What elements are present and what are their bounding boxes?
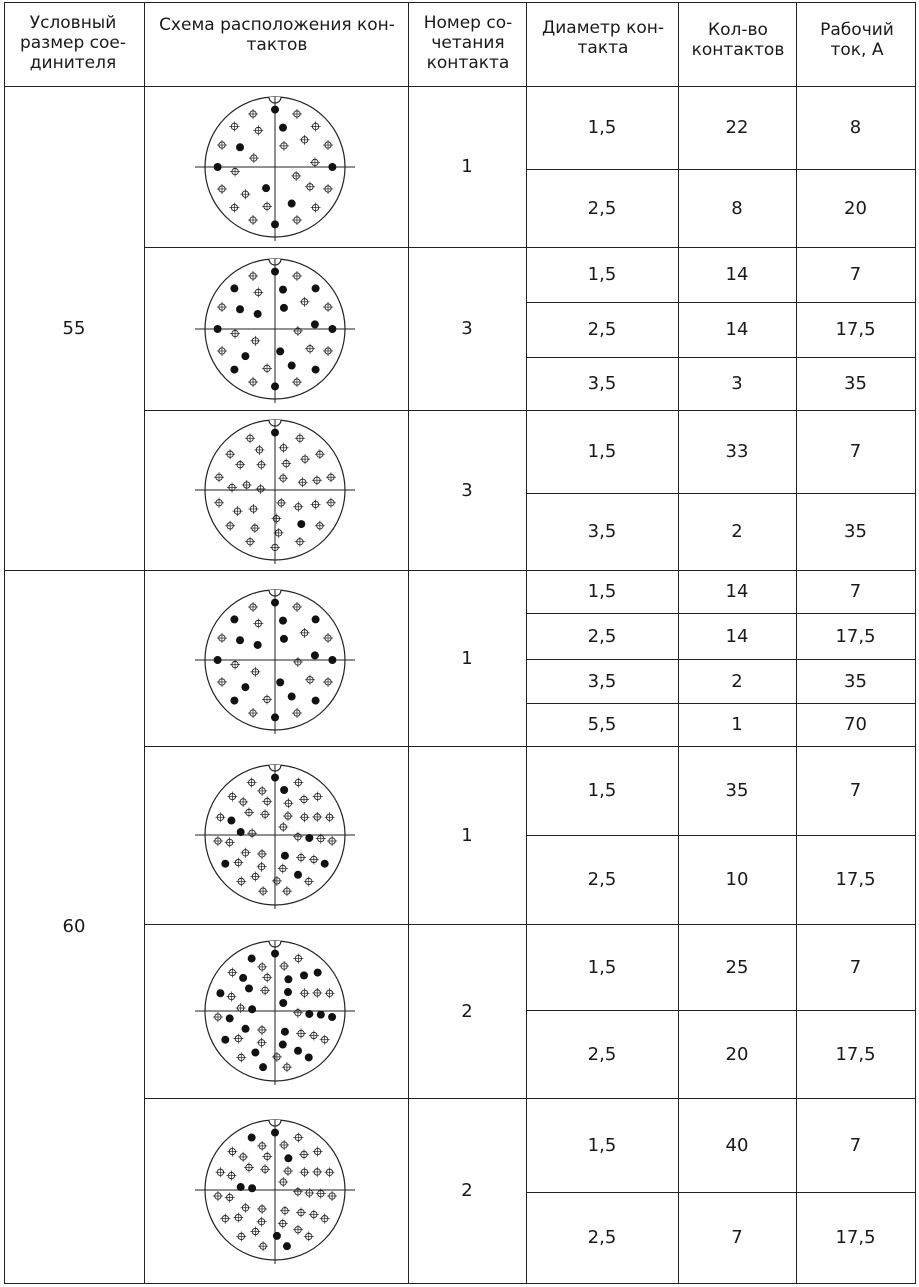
contact-large bbox=[236, 636, 244, 644]
contact-large bbox=[236, 305, 244, 313]
contact-large bbox=[294, 1047, 302, 1055]
diameter-value: 3,5 bbox=[587, 373, 617, 394]
count-value: 14 bbox=[725, 319, 749, 340]
contact-large bbox=[311, 320, 319, 328]
contact-large bbox=[248, 1134, 256, 1142]
contact-large bbox=[237, 1183, 245, 1191]
contact-large bbox=[328, 325, 336, 333]
count-value: 7 bbox=[731, 1227, 743, 1248]
contact-large bbox=[284, 1154, 292, 1162]
diameter-value: 1,5 bbox=[587, 264, 617, 285]
contact-large bbox=[273, 1232, 281, 1240]
contact-large bbox=[214, 325, 222, 333]
contact-large bbox=[321, 860, 329, 868]
contact-large bbox=[245, 984, 253, 992]
current-value: 35 bbox=[844, 670, 867, 692]
contact-large bbox=[312, 366, 320, 374]
contact-large bbox=[284, 975, 292, 983]
current-value: 7 bbox=[849, 956, 862, 978]
contact-large bbox=[230, 366, 238, 374]
count-value: 20 bbox=[725, 1043, 749, 1065]
contact-layout-diagram bbox=[185, 921, 365, 1101]
combination-value: 3 bbox=[461, 318, 473, 339]
current-value: 20 bbox=[844, 197, 867, 219]
contact-large bbox=[317, 1011, 325, 1019]
table-border-bottom bbox=[4, 1283, 916, 1284]
contact-large bbox=[241, 683, 249, 691]
diameter-value: 1,5 bbox=[587, 117, 617, 138]
contact-large bbox=[312, 615, 320, 623]
contact-large bbox=[314, 969, 322, 977]
contact-large bbox=[242, 1025, 250, 1033]
contact-large bbox=[279, 1041, 287, 1049]
current-value: 70 bbox=[844, 714, 867, 735]
count-value: 2 bbox=[731, 521, 743, 542]
table-border-right bbox=[915, 2, 916, 1283]
contact-large bbox=[312, 284, 320, 292]
count-value: 14 bbox=[725, 264, 749, 285]
header-scheme: Схема расположения кон- тактов bbox=[159, 15, 395, 55]
contact-large bbox=[305, 1053, 313, 1061]
combination-value: 3 bbox=[461, 479, 473, 501]
diameter-value: 2,5 bbox=[587, 1227, 617, 1248]
contact-large bbox=[271, 1129, 279, 1137]
diameter-value: 1,5 bbox=[587, 1134, 617, 1156]
contact-large bbox=[227, 817, 235, 825]
count-value: 40 bbox=[725, 1134, 749, 1156]
current-value: 7 bbox=[849, 441, 862, 462]
contact-large bbox=[281, 1028, 289, 1036]
current-value: 17,5 bbox=[835, 1227, 876, 1248]
current-value: 35 bbox=[844, 521, 867, 542]
count-value: 8 bbox=[731, 197, 743, 219]
count-value: 35 bbox=[725, 780, 749, 801]
header-count: Кол-во контактов bbox=[691, 20, 785, 60]
contact-large bbox=[294, 871, 302, 879]
contact-large bbox=[297, 520, 305, 528]
contact-large bbox=[271, 429, 279, 437]
combination-value: 1 bbox=[461, 824, 473, 846]
contact-large bbox=[254, 310, 262, 318]
contact-large bbox=[239, 974, 247, 982]
contact-layout-diagram bbox=[185, 745, 365, 925]
contact-large bbox=[216, 989, 224, 997]
current-value: 8 bbox=[849, 117, 862, 138]
header-size: Условный размер сое- динителя bbox=[19, 13, 127, 73]
contact-large bbox=[279, 124, 287, 132]
count-value: 14 bbox=[725, 581, 749, 602]
contact-large bbox=[248, 1005, 256, 1013]
contact-large bbox=[283, 1242, 291, 1250]
contact-large bbox=[271, 599, 279, 607]
diameter-value: 2,5 bbox=[587, 869, 617, 890]
count-value: 10 bbox=[725, 869, 749, 890]
diameter-value: 1,5 bbox=[587, 581, 617, 602]
diameter-value: 2,5 bbox=[587, 1043, 617, 1065]
contact-large bbox=[221, 1036, 229, 1044]
diameter-value: 3,5 bbox=[587, 670, 617, 692]
diameter-value: 2,5 bbox=[587, 319, 617, 340]
current-value: 17,5 bbox=[835, 625, 876, 647]
contact-layout-diagram bbox=[185, 239, 365, 419]
current-value: 17,5 bbox=[835, 869, 876, 890]
contact-large bbox=[221, 860, 229, 868]
diameter-value: 3,5 bbox=[587, 521, 617, 542]
count-value: 14 bbox=[725, 625, 749, 647]
contact-large bbox=[230, 284, 238, 292]
contact-large bbox=[280, 304, 288, 312]
contact-large bbox=[276, 678, 284, 686]
contact-large bbox=[248, 955, 256, 963]
contact-large bbox=[305, 1010, 313, 1018]
contact-large bbox=[248, 1184, 256, 1192]
contact-large bbox=[214, 656, 222, 664]
contact-large bbox=[271, 106, 279, 114]
contact-large bbox=[300, 971, 308, 979]
contact-large bbox=[230, 697, 238, 705]
contact-large bbox=[226, 1014, 234, 1022]
contact-large bbox=[271, 713, 279, 721]
contact-large bbox=[276, 347, 284, 355]
header-current: Рабочий ток, А bbox=[820, 20, 894, 60]
contact-large bbox=[279, 999, 287, 1007]
contact-large bbox=[271, 268, 279, 276]
contact-large bbox=[259, 1063, 267, 1071]
contact-large bbox=[262, 184, 270, 192]
contact-large bbox=[214, 163, 222, 171]
header-combination: Номер со- четания контакта bbox=[423, 13, 513, 73]
count-value: 2 bbox=[731, 670, 743, 692]
current-value: 7 bbox=[849, 780, 862, 801]
current-value: 17,5 bbox=[835, 319, 876, 340]
contact-large bbox=[328, 163, 336, 171]
contact-large bbox=[288, 693, 296, 701]
current-value: 17,5 bbox=[835, 1043, 876, 1065]
contact-large bbox=[241, 352, 249, 360]
contact-layout-diagram bbox=[185, 77, 365, 257]
contact-large bbox=[279, 617, 287, 625]
contact-large bbox=[280, 635, 288, 643]
count-value: 33 bbox=[725, 441, 749, 462]
combination-value: 2 bbox=[461, 1000, 473, 1022]
contact-large bbox=[271, 950, 279, 958]
contact-large bbox=[288, 362, 296, 370]
contact-large bbox=[281, 852, 289, 860]
contact-large bbox=[312, 697, 320, 705]
diameter-value: 2,5 bbox=[587, 197, 617, 219]
column-divider bbox=[144, 2, 145, 1283]
contact-large bbox=[237, 828, 245, 836]
contact-large bbox=[236, 143, 244, 151]
diameter-value: 1,5 bbox=[587, 956, 617, 978]
contact-large bbox=[271, 220, 279, 228]
contact-large bbox=[284, 988, 292, 996]
size-value-55: 55 bbox=[62, 317, 86, 339]
contact-large bbox=[254, 641, 262, 649]
diameter-value: 2,5 bbox=[587, 625, 617, 647]
contact-layout-diagram bbox=[185, 570, 365, 750]
combination-value: 1 bbox=[461, 156, 473, 177]
contact-large bbox=[305, 834, 313, 842]
combination-value: 2 bbox=[461, 1180, 473, 1201]
current-value: 7 bbox=[849, 264, 862, 285]
current-value: 35 bbox=[844, 373, 867, 394]
contact-large bbox=[279, 286, 287, 294]
diameter-value: 1,5 bbox=[587, 780, 617, 801]
diameter-value: 5,5 bbox=[587, 714, 617, 735]
table-border-top bbox=[4, 2, 916, 3]
contact-large bbox=[288, 200, 296, 208]
count-value: 3 bbox=[731, 373, 743, 394]
contact-layout-diagram bbox=[185, 1100, 365, 1280]
current-value: 7 bbox=[849, 581, 862, 602]
contact-large bbox=[328, 656, 336, 664]
contact-large bbox=[230, 615, 238, 623]
contact-layout-diagram bbox=[185, 400, 365, 580]
count-value: 25 bbox=[725, 956, 749, 978]
count-value: 1 bbox=[731, 714, 743, 735]
contact-large bbox=[251, 1049, 259, 1057]
diameter-value: 1,5 bbox=[587, 441, 617, 462]
contact-large bbox=[328, 1013, 336, 1021]
contact-large bbox=[271, 382, 279, 390]
current-value: 7 bbox=[849, 1134, 862, 1156]
size-value-60: 60 bbox=[62, 916, 86, 937]
count-value: 22 bbox=[725, 117, 749, 138]
contact-large bbox=[280, 786, 288, 794]
combination-value: 1 bbox=[461, 647, 473, 669]
contact-large bbox=[271, 774, 279, 782]
contact-large bbox=[311, 651, 319, 659]
header-diameter: Диаметр кон- такта bbox=[541, 18, 665, 58]
